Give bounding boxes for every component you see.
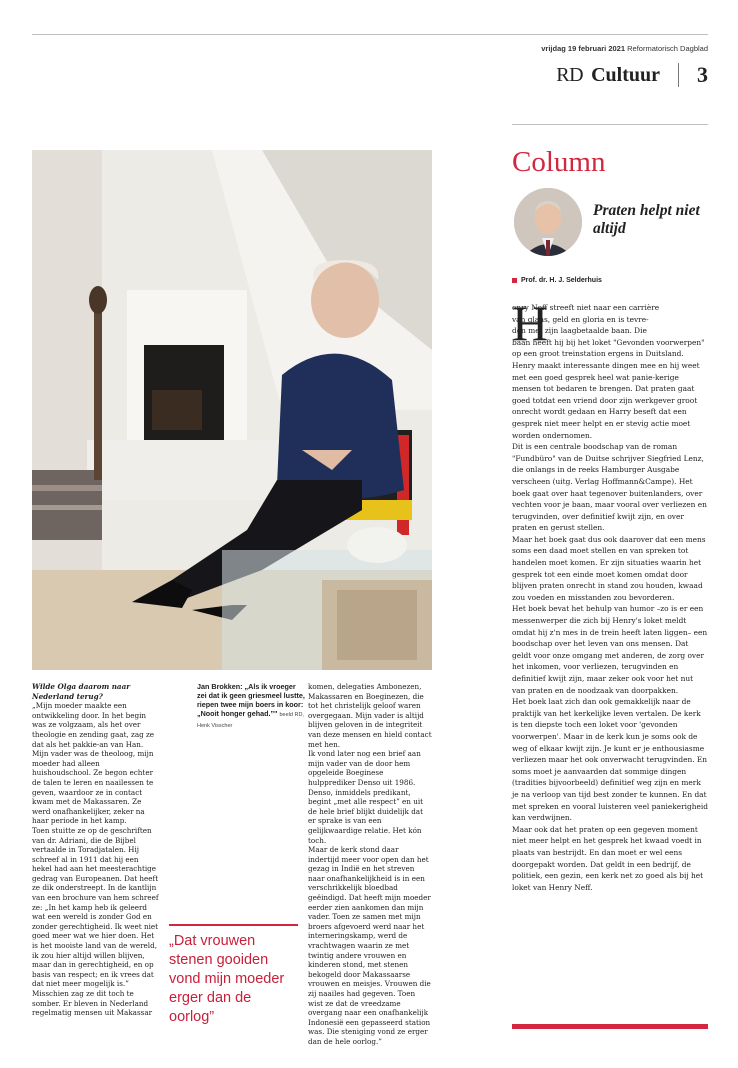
photo-caption [197,682,307,731]
article-column-3: komen, delegaties Ambonezen, Makassaren en Boeginezen, die tot het christelijk geloof waren overgegaan. Mijn vader is altijd blijven geloven in de integriteit van deze mensen en hield contact met hen. Ik vond later nog een brief aan mijn vader van de door hem opgeleide Boeginese hulpprediker Denso uit 1986. Denso, inmiddels predikant, begint „met alle respect” en uit de hele brief blijkt duidelijk dat er sprake is van een gelijkwaardige relatie. Het kón toch. Maar de kerk stond daar indertijd meer voor open dan het gezag in Indië en het streven naar onafhankelijkheid is in een verschrikkelijk bloedbad geëindigd. Dat heeft mijn moeder eerder zien aankomen dan mijn vader. Toen ze samen met mijn broers afgevoerd werd naar het interneringskamp, werd de vrachtwagen waarin ze met twintig andere vrouwen en kinderen stond, met stenen bekogeld door Makassaarse vrouwen en meisjes. Vrouwen die zij naailes had gegeven. Toen wist ze dat de vreedzame overgang naar een onafhankelijk Indonesië een gepasseerd station was. Die steniging vond ze erger dan de hele oorlog.” [308,682,432,1046]
section-name: Cultuur [591,63,660,86]
caption-text: Jan Brokken: „Als ik vroeger zei dat ik geen griesmeel lustte, riepen twee mijn boers in koor: „Nooit honger gehad.”" [197,682,305,718]
author-portrait [514,188,582,256]
column-top-rule [512,124,708,125]
author-avatar [514,188,582,256]
column-body: enry Neff streeft niet naar een carrière van glans, geld en gloria en is tevre- den met zijn laagbetaalde baan. Die baan heeft hij bij het loket "Gevonden voorwerpen" op een groot treinstation ergens in Duitsland. Henry maakt interessante dingen mee en hij weet met een goed gesprek heel wat panie-kerige mensen tot bedaren te brengen. Dat praten gaat goed totdat een vriend door zijn werkgever groot onrecht wordt gedaan en Harry beseft dat een gesprek niet meer helpt en er stevig actie moet worden ondernomen. Dit is een centrale boodschap van de roman "Fundbüro" van de Duitse schrijver Siegfried Lenz, die onlangs in de reeks Hamburger Ausgabe verscheen (uitg. Verlag Hoffmann&Campe). Het boek gaat over haat tegenover buitenlanders, over vechten voor je baan, maar vooral over verliezen en terugvinden, over definitief kwijt zijn, en over praten en gerust stellen. Maar het boek gaat dus ook daarover dat een mens soms een daad moet stellen en van spreken tot handelen moet komen. Er zijn situaties waarin het gesprek tot een einde moet komen omdat door blijven praten onrecht in stand zou houden, kwaad zou voeden en misstanden zou bevorderen. Het boek bevat het behulp van humor –zo is er een messenwerper die zich bij Henry's loket meldt omdat hij z'n mes in de trein heeft laten liggen– een boodschap over het leven van ons mensen. Dat geldt voor onze omgang met anderen, de zorg over het inkomen, voor verliezen, terugvinden en definitief kwijt zijn, maar zeker ook voor het nut van praten en de noodzaak van doorpakken. Het boek laat zich dan ook gemakkelijk naar de praktijk van het kerkelijke leven vertalen. De kerk is ten diepste toch een loket voor 'gevonden voorwerpen'. Maar in de kerk kun je soms ook de weg of elkaar kwijt zijn. Je kunt er je enthousiasme verliezen maar het ook onverwacht terugvinden. En soms moet je aanvaarden dat sommige dingen (tradities bijvoorbeeld) definitief weg zijn en merk je na verloop van tijd best zonder te kunnen. En dat met spreken en vooral luisteren veel paniekerigheid kan verdwijnen. Maar ook dat het praten op een gegeven moment niet meer helpt en het gesprek het kwaad voedt in plaats van bestrijdt. En dan moet er wel eens doorgepakt worden. Dat geldt in een bedrijf, de politiek, een gezin, een kerk net zo goed als bij het loket van Henry Neff. [512,303,708,892]
column-author [512,277,602,284]
page-number: 3 [697,62,708,87]
rd-logo: RD [556,63,584,86]
photo-illustration [32,150,432,670]
lead-question: Wilde Olga daarom naar Nederland terug? [32,682,131,701]
dateline [400,44,708,53]
drop-cap: H [512,295,549,351]
paper-name: Reformatorisch Dagblad [627,44,708,53]
photo-credit: beeld RD, Henk Visscher [197,712,304,729]
author-name: Prof. dr. H. J. Selderhuis [521,277,602,284]
pull-quote: „Dat vrouwen stenen gooiden vond mijn moeder erger dan de oorlog” [169,924,298,1027]
issue-date: vrijdag 19 februari 2021 [541,44,626,53]
section-divider [678,63,679,87]
top-rule [32,34,708,35]
column-headline: Praten helpt niet altijd [593,202,700,237]
article-column-1 [32,682,159,1018]
column-end-bar [512,1024,708,1029]
column-label: Column [512,146,606,178]
article-photo [32,150,432,670]
author-marker [512,278,517,283]
section-header [556,62,708,88]
column-1-text: „Mijn moeder maakte een ontwikkeling door. In het begin was ze volgzaam, als het over theologie en zending gaat, zag ze dat als het pakkie-an van Han. Mijn vader was de theoloog, mijn moeder had alleen huishoudschool. Ze begon echter de talen te leren en naailessen te geven, waardoor ze in contact kwam met de Makassaren. Ze werd onafhankelijker, zeker na haar periode in het kamp. Toen stuitte ze op de geschriften van dr. Adriani, die de Bijbel vertaalde in Toradjatalen. Hij schreef al in 1911 dat hij een hekel had aan het meesterachtige gedrag van Europeanen. Dat heeft ze dik onderstreept. In de kantlijn van een brochure van hem schreef ze: „In het kamp heb ik geleerd wat een wereld is zonder God en zonder gerechtigheid. Ik weet niet goed meer wat we hier doen. Het is het mooiste land van de wereld, ik zou hier altijd willen blijven, maar dan in gerechtigheid, en op basis van respect; en ik vrees dat dat niet meer mogelijk is.” Misschien zag ze dit toch te somber. Er bleven in Nederland regelmatig mensen uit Makassar [32,701,159,1018]
